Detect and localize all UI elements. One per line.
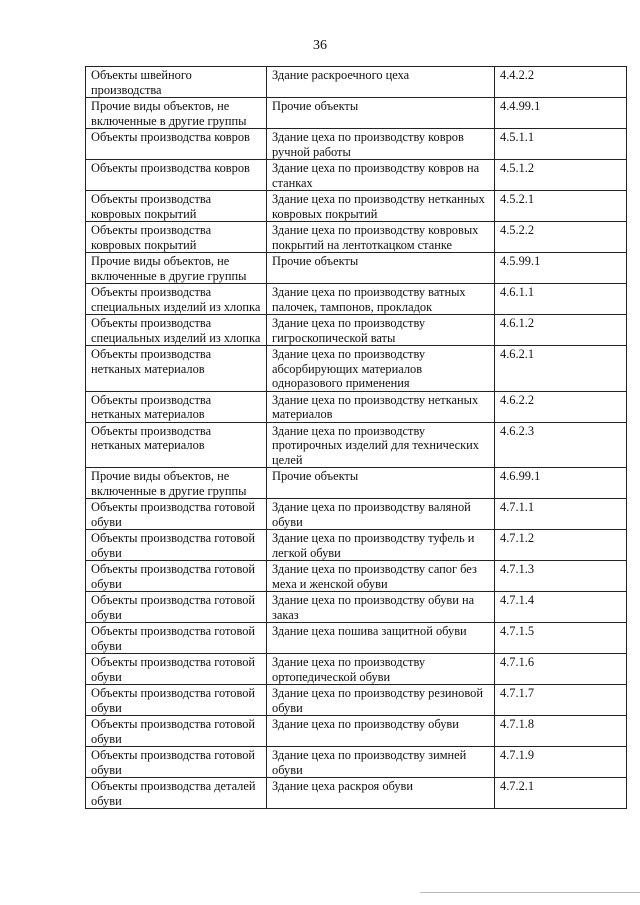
code-cell: 4.7.1.3 [495,561,627,592]
object-type-cell: Прочие виды объектов, не включенные в другие группы [86,468,267,499]
building-cell: Прочие объекты [267,98,495,129]
table-row [86,284,627,315]
building-cell: Здание цеха по производству ковровых покрытий на лентоткацком станке [267,222,495,253]
table-row [86,592,627,623]
table-row [86,315,627,346]
code-cell: 4.6.2.2 [495,391,627,422]
building-cell: Здание цеха по производству протирочных изделий для технических целей [267,422,495,468]
building-cell: Здание цеха по производству зимней обуви [267,747,495,778]
object-type-cell: Объекты производства готовой обуви [86,654,267,685]
code-cell: 4.7.1.6 [495,654,627,685]
code-cell: 4.6.2.1 [495,346,627,392]
building-cell: Здание цеха по производству ковров ручной работы [267,129,495,160]
table-row [86,685,627,716]
table-row [86,499,627,530]
object-type-cell: Объекты производства готовой обуви [86,561,267,592]
code-cell: 4.7.1.8 [495,716,627,747]
table-row [86,67,627,98]
table-row [86,530,627,561]
objects-table-body [86,67,627,809]
table-row [86,747,627,778]
code-cell: 4.7.1.9 [495,747,627,778]
building-cell: Здание цеха по производству сапог без меха и женской обуви [267,561,495,592]
object-type-cell: Объекты производства нетканых материалов [86,422,267,468]
object-type-cell: Объекты производства готовой обуви [86,685,267,716]
building-cell: Здание цеха по производству нетканых материалов [267,391,495,422]
building-cell: Здание цеха по производству туфель и легкой обуви [267,530,495,561]
building-cell: Здание цеха по производству обуви [267,716,495,747]
code-cell: 4.5.2.2 [495,222,627,253]
building-cell: Здание раскроечного цеха [267,67,495,98]
code-cell: 4.7.1.7 [495,685,627,716]
object-type-cell: Объекты производства готовой обуви [86,747,267,778]
object-type-cell: Объекты производства ковров [86,160,267,191]
table-row [86,422,627,468]
code-cell: 4.6.1.1 [495,284,627,315]
object-type-cell: Объекты производства деталей обуви [86,778,267,809]
table-row [86,468,627,499]
object-type-cell: Объекты производства готовой обуви [86,530,267,561]
code-cell: 4.6.2.3 [495,422,627,468]
object-type-cell: Объекты производства нетканых материалов [86,346,267,392]
table-row [86,654,627,685]
code-cell: 4.5.2.1 [495,191,627,222]
building-cell: Здание цеха по производству ковров на станках [267,160,495,191]
object-type-cell: Объекты производства специальных изделий из хлопка [86,284,267,315]
building-cell: Здание цеха по производству ватных палочек, тампонов, прокладок [267,284,495,315]
object-type-cell: Объекты производства готовой обуви [86,716,267,747]
code-cell: 4.4.99.1 [495,98,627,129]
building-cell: Здание цеха по производству гигроскопической ваты [267,315,495,346]
page-number: 36 [313,38,327,53]
table-row [86,561,627,592]
object-type-cell: Объекты швейного производства [86,67,267,98]
building-cell: Здание цеха раскроя обуви [267,778,495,809]
object-type-cell: Объекты производства специальных изделий из хлопка [86,315,267,346]
object-type-cell: Объекты производства ковров [86,129,267,160]
building-cell: Здание цеха по производству резиновой обуви [267,685,495,716]
building-cell: Здание цеха по производству валяной обуви [267,499,495,530]
table-row [86,391,627,422]
building-cell: Здание цеха по производству обуви на заказ [267,592,495,623]
table-row [86,778,627,809]
code-cell: 4.7.1.5 [495,623,627,654]
table-row [86,222,627,253]
table-row [86,191,627,222]
building-cell: Здание цеха по производству нетканных ковровых покрытий [267,191,495,222]
table-row [86,129,627,160]
object-type-cell: Объекты производства ковровых покрытий [86,191,267,222]
code-cell: 4.6.1.2 [495,315,627,346]
table-row [86,623,627,654]
code-cell: 4.7.1.4 [495,592,627,623]
code-cell: 4.6.99.1 [495,468,627,499]
table-row [86,98,627,129]
bottom-rule [420,892,640,893]
building-cell: Здание цеха пошива защитной обуви [267,623,495,654]
object-type-cell: Объекты производства готовой обуви [86,499,267,530]
object-type-cell: Объекты производства нетканых материалов [86,391,267,422]
object-type-cell: Объекты производства ковровых покрытий [86,222,267,253]
building-cell: Здание цеха по производству абсорбирующих материалов одноразового применения [267,346,495,392]
objects-table [85,66,627,809]
object-type-cell: Объекты производства готовой обуви [86,592,267,623]
object-type-cell: Прочие виды объектов, не включенные в другие группы [86,98,267,129]
code-cell: 4.7.2.1 [495,778,627,809]
object-type-cell: Объекты производства готовой обуви [86,623,267,654]
code-cell: 4.5.1.1 [495,129,627,160]
building-cell: Прочие объекты [267,253,495,284]
code-cell: 4.4.2.2 [495,67,627,98]
table-row [86,346,627,392]
code-cell: 4.5.1.2 [495,160,627,191]
building-cell: Здание цеха по производству ортопедической обуви [267,654,495,685]
building-cell: Прочие объекты [267,468,495,499]
object-type-cell: Прочие виды объектов, не включенные в другие группы [86,253,267,284]
code-cell: 4.7.1.1 [495,499,627,530]
table-row [86,253,627,284]
code-cell: 4.5.99.1 [495,253,627,284]
table-row [86,716,627,747]
table-row [86,160,627,191]
code-cell: 4.7.1.2 [495,530,627,561]
